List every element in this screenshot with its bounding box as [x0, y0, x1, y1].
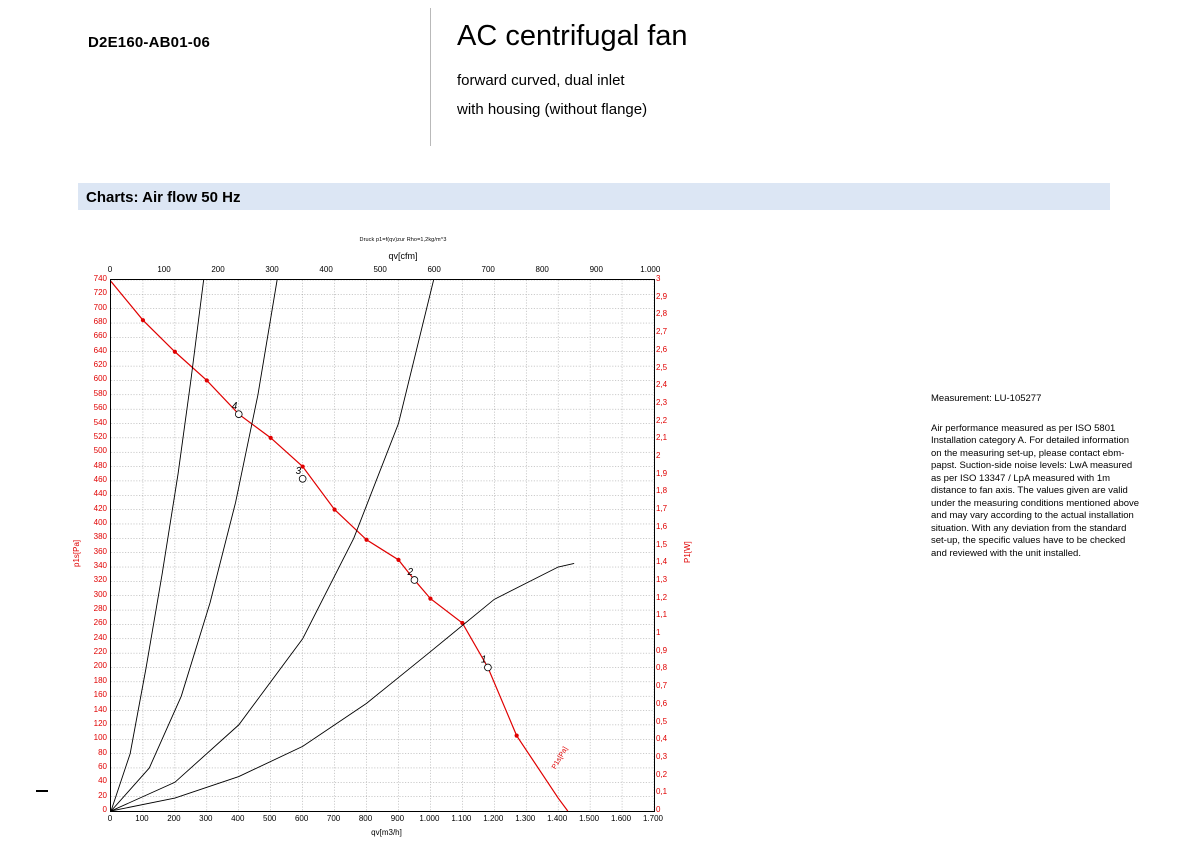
y-tick: 600	[93, 374, 107, 384]
x-top-tick: 0	[107, 265, 113, 274]
series-marker	[332, 508, 336, 512]
y-tick: 200	[93, 661, 107, 671]
series-marker	[269, 436, 273, 440]
y2-tick: 1,2	[656, 592, 668, 602]
y-tick: 740	[93, 274, 107, 283]
y2-tick: 2	[656, 451, 661, 460]
y-tick: 540	[93, 417, 107, 427]
series-system-curve-3	[111, 280, 434, 811]
y2-tick: 0,4	[656, 734, 668, 744]
y-tick: 400	[93, 517, 107, 527]
y-tick: 220	[93, 647, 107, 657]
x-top-tick: 900	[589, 265, 603, 274]
y-tick: 0	[102, 805, 107, 814]
y-tick: 240	[93, 632, 107, 642]
y-tick: 320	[93, 575, 107, 585]
y2-tick: 1,8	[656, 486, 668, 496]
y-tick: 280	[93, 604, 107, 614]
x-tick: 0	[107, 814, 113, 823]
plot-svg	[111, 280, 654, 811]
x-tick: 1.700	[642, 814, 664, 823]
y2-tick: 2,6	[656, 344, 668, 354]
y2-tick: 0,5	[656, 716, 668, 726]
y2-tick: 1,7	[656, 504, 668, 514]
measurement-note	[931, 393, 1141, 560]
x-top-tick: 100	[157, 265, 171, 274]
grid-lines	[111, 280, 654, 811]
y-tick: 460	[93, 474, 107, 484]
x-tick: 600	[294, 814, 309, 823]
y2-tick: 0,1	[656, 787, 668, 797]
y2-tick: 0,9	[656, 645, 668, 655]
y2-tick: 1,3	[656, 574, 668, 584]
y-tick: 100	[93, 733, 107, 743]
y-tick: 700	[93, 302, 107, 312]
y2-tick: 2,1	[656, 433, 668, 443]
measurement-id: Measurement: LU-105277	[931, 393, 1042, 404]
y-tick: 680	[93, 317, 107, 327]
left-dash-mark	[36, 790, 48, 792]
y-tick: 160	[93, 690, 107, 700]
x-top-tick: 600	[427, 265, 441, 274]
y2-tick: 1,1	[656, 610, 668, 620]
y-tick: 520	[93, 431, 107, 441]
x-tick: 300	[199, 814, 213, 823]
x-tick: 200	[167, 814, 181, 823]
series-marker	[515, 734, 519, 738]
x-tick: 400	[231, 814, 245, 823]
y-tick: 20	[98, 790, 107, 800]
y2-tick: 2,4	[656, 380, 668, 390]
y-tick: 340	[93, 561, 107, 571]
series-system-curve-2	[111, 280, 277, 811]
y2-tick: 1,4	[656, 557, 668, 567]
y-tick: 140	[93, 704, 107, 714]
x-tick: 700	[326, 814, 341, 823]
series-marker	[141, 318, 145, 322]
series-marker	[428, 597, 432, 601]
y2-tick: 0,6	[656, 698, 668, 708]
y-tick: 260	[93, 618, 107, 628]
y2-tick: 1,5	[656, 539, 668, 549]
y2-tick: 1	[656, 628, 661, 637]
operating-point-label: 4	[231, 401, 238, 413]
model-code: D2E160-AB01-06	[88, 34, 211, 51]
chart-top-axis-title: qv[cfm]	[388, 251, 418, 261]
y-tick: 300	[93, 589, 107, 599]
x-tick: 1.500	[579, 814, 600, 823]
y-tick: 440	[93, 489, 107, 499]
y2-tick: 2,8	[656, 309, 668, 319]
x-tick: 800	[358, 814, 373, 823]
x-top-tick: 500	[373, 265, 387, 274]
y2-tick: 0,7	[656, 681, 668, 691]
y-tick: 560	[93, 403, 107, 413]
series-power-curve	[111, 563, 574, 811]
y-tick: 480	[93, 460, 107, 470]
x-tick: 500	[263, 814, 277, 823]
x-tick: 1.300	[515, 814, 536, 823]
measurement-body: Air performance measured as per ISO 5801 Installation category A. For detailed information on the measuring set-up, please contact ebm-papst. Suction-side noise levels: LwA measured as per ISO 13347 / LpA measured with 1m distance to fan axis. The values given are valid under the measuring conditions mentioned above and may vary according to the actual installation situation. With any deviation from the standard set-up, the specific values have to be checked and reviewed with the unit installed.	[931, 422, 1140, 559]
y2-tick: 0	[656, 805, 661, 814]
y-tick: 580	[93, 388, 107, 398]
y2-tick: 0,2	[656, 769, 668, 779]
y-tick: 360	[93, 546, 107, 556]
x-tick: 1.400	[547, 814, 568, 823]
series-marker	[396, 558, 400, 562]
y2-tick: 1,9	[656, 468, 668, 478]
x-tick: 900	[390, 814, 405, 823]
operating-point-label: 3	[295, 465, 302, 477]
plot-area	[110, 279, 655, 812]
y-tick: 380	[93, 532, 107, 542]
x-top-tick: 1.000	[640, 265, 661, 274]
x-tick: 1.100	[451, 814, 472, 823]
x-top-tick: 300	[265, 265, 279, 274]
y-tick: 180	[93, 675, 107, 685]
y2-tick: 2,2	[656, 415, 668, 425]
series-marker	[364, 538, 368, 542]
x-top-tick: 200	[211, 265, 225, 274]
y2-tick: 2,7	[656, 327, 668, 337]
chart-supertitle: Druck p1=f(qv)zur Rho=1,2kg/m^3	[359, 237, 447, 243]
y-tick: 80	[98, 747, 107, 757]
series-marker	[205, 378, 209, 382]
y-tick: 60	[98, 761, 107, 771]
y-tick: 500	[93, 446, 107, 456]
y2-tick: 0,3	[656, 751, 668, 761]
x-tick: 100	[135, 814, 149, 823]
x-tick: 1.600	[611, 814, 632, 823]
operating-point-label: 2	[407, 566, 414, 578]
x-top-tick: 700	[481, 265, 495, 274]
header-divider	[430, 8, 431, 146]
y2-axis-title: P1[W]	[683, 540, 692, 563]
y-tick: 640	[93, 345, 107, 355]
subtitle-line-1: forward curved, dual inlet	[457, 72, 625, 90]
x-axis-title: qv[m3/h]	[371, 828, 402, 837]
y-tick: 720	[93, 288, 107, 298]
y-tick: 120	[93, 718, 107, 728]
x-top-tick: 400	[319, 265, 333, 274]
page-title: AC centrifugal fan	[457, 20, 688, 52]
y2-tick: 2,3	[656, 397, 668, 407]
series-system-curve-1	[111, 280, 204, 811]
y2-tick: 1,6	[656, 521, 668, 531]
y2-tick: 0,8	[656, 663, 668, 673]
series-marker	[173, 350, 177, 354]
y-tick: 660	[93, 331, 107, 341]
title-block	[457, 20, 977, 124]
y2-tick: 2,9	[656, 291, 668, 301]
y2-tick: 3	[656, 274, 661, 283]
y-axis-title: p1s[Pa]	[72, 539, 81, 567]
pressure-curve-tag: P1s[Pa]	[550, 745, 570, 771]
y-tick: 620	[93, 360, 107, 370]
operating-point-label: 1	[480, 654, 487, 666]
x-tick: 1.200	[483, 814, 504, 823]
x-tick: 1.000	[419, 814, 440, 823]
section-bar-label: Charts: Air flow 50 Hz	[86, 189, 241, 206]
y2-tick: 2,5	[656, 362, 668, 372]
y-tick: 420	[93, 503, 107, 513]
series-pressure-curve-red	[111, 281, 568, 811]
subtitle-line-2: with housing (without flange)	[457, 100, 648, 118]
x-top-tick: 800	[535, 265, 549, 274]
y-tick: 40	[98, 776, 107, 786]
air-flow-chart	[72, 232, 698, 837]
